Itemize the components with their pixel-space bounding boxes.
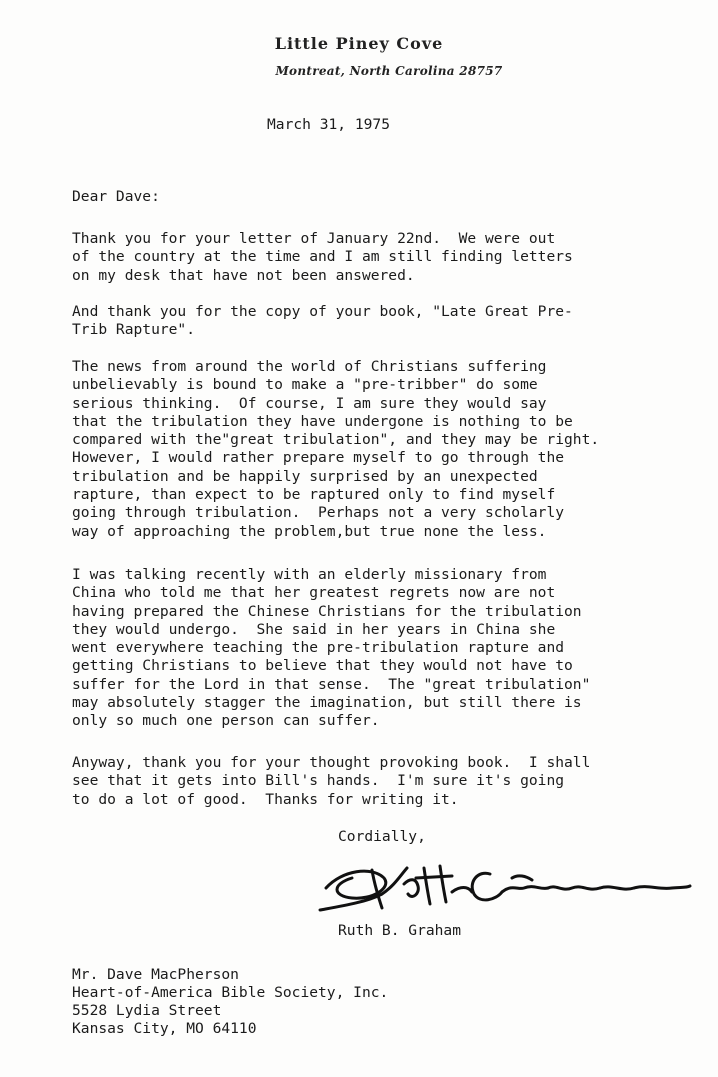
paragraph-1 bbox=[72, 230, 573, 285]
paragraph-line: may absolutely stagger the imagination, but still there is bbox=[72, 694, 582, 712]
letterhead-address: Montreat, North Carolina 28757 bbox=[275, 64, 503, 78]
signer-name: Ruth B. Graham bbox=[338, 922, 462, 939]
paragraph-line: suffer for the Lord in that sense. The "great tribulation" bbox=[72, 675, 591, 693]
paragraph-line: Trib Rapture". bbox=[72, 321, 196, 339]
address-line: Heart-of-America Bible Society, Inc. bbox=[72, 984, 389, 1001]
handwritten-signature bbox=[312, 848, 697, 918]
letter-date: March 31, 1975 bbox=[267, 116, 391, 133]
paragraph-line: The news from around the world of Christians suffering bbox=[72, 358, 547, 375]
recipient-address bbox=[72, 966, 388, 1038]
paragraph-line: unbelievably is bound to make a "pre-tribber" do some bbox=[72, 376, 538, 394]
salutation: Dear Dave: bbox=[72, 188, 160, 205]
paragraph-line: only so much one person can suffer. bbox=[72, 712, 380, 730]
paragraph-line: they would undergo. She said in her years in China she bbox=[72, 620, 556, 638]
address-line: Mr. Dave MacPherson bbox=[72, 966, 239, 983]
paragraph-line: I was talking recently with an elderly missionary from bbox=[72, 566, 547, 583]
paragraph-line: serious thinking. Of course, I am sure they would say bbox=[72, 394, 547, 412]
paragraph-3 bbox=[72, 358, 599, 541]
paragraph-line: went everywhere teaching the pre-tribulation rapture and bbox=[72, 639, 565, 657]
paragraph-line: And thank you for the copy of your book, "Late Great Pre- bbox=[72, 303, 573, 320]
paragraph-line: to do a lot of good. Thanks for writing it. bbox=[72, 790, 459, 808]
paragraph-4 bbox=[72, 566, 590, 731]
paragraph-5 bbox=[72, 754, 590, 809]
closing: Cordially, bbox=[338, 828, 426, 845]
paragraph-2 bbox=[72, 303, 573, 340]
paragraph-line: having prepared the Chinese Christians for the tribulation bbox=[72, 602, 582, 620]
paragraph-line: Thank you for your letter of January 22nd. We were out bbox=[72, 230, 556, 247]
paragraph-line: rapture, than expect to be raptured only to find myself bbox=[72, 486, 556, 504]
paragraph-line: China who told me that her greatest regrets now are not bbox=[72, 584, 556, 602]
paragraph-line: see that it gets into Bill's hands. I'm sure it's going bbox=[72, 772, 565, 790]
address-line: 5528 Lydia Street bbox=[72, 1002, 222, 1019]
paragraph-line: way of approaching the problem,but true none the less. bbox=[72, 522, 547, 540]
paragraph-line: that the tribulation they have undergone is nothing to be bbox=[72, 412, 573, 430]
paragraph-line: of the country at the time and I am still finding letters bbox=[72, 248, 573, 266]
paragraph-line: However, I would rather prepare myself to go through the bbox=[72, 449, 565, 467]
paragraph-line: tribulation and be happily surprised by an unexpected bbox=[72, 467, 538, 485]
paragraph-line: on my desk that have not been answered. bbox=[72, 266, 415, 284]
address-line: Kansas City, MO 64110 bbox=[72, 1020, 257, 1037]
paragraph-line: going through tribulation. Perhaps not a very scholarly bbox=[72, 504, 565, 522]
paragraph-line: getting Christians to believe that they would not have to bbox=[72, 657, 573, 675]
letterhead-name: Little Piney Cove bbox=[274, 34, 444, 53]
paragraph-line: Anyway, thank you for your thought provoking book. I shall bbox=[72, 754, 591, 771]
paragraph-line: compared with the"great tribulation", and they may be right. bbox=[72, 431, 600, 449]
